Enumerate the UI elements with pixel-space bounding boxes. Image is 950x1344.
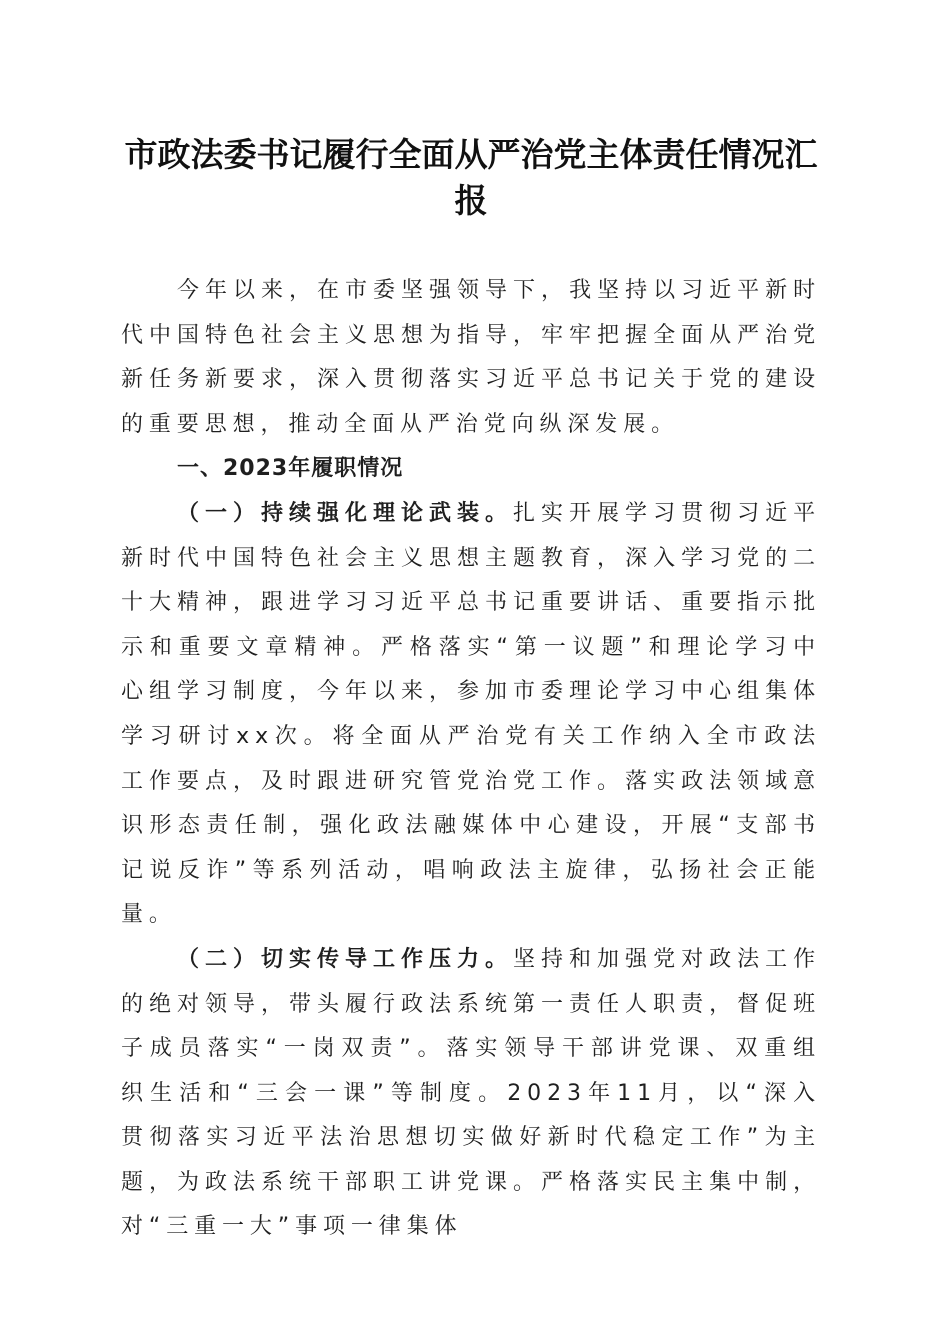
section-heading-1: 一、2023年履职情况 (177, 456, 404, 482)
section-item-2-lead: （二）切实传导工作压力。 (177, 946, 514, 972)
section-item-2-text: 坚持和加强党对政法工作的绝对领导，带头履行政法系统第一责任人职责，督促班子成员落实“一岗双责”。落实领导干部讲党课、双重组织生活和“三会一课”等制度。2023年11月，以“深入贯彻落实习近平法治思想切实做好新时代稳定工作”为主题，为政法系统干部职工讲党课。严格落实民主集中制，对“三重一大”事项一律集体 (121, 946, 821, 1240)
section-item-1-text: 扎实开展学习贯彻习近平新时代中国特色社会主义思想主题教育，深入学习党的二十大精神，跟进学习习近平总书记重要讲话、重要指示批示和重要文章精神。严格落实“第一议题”和理论学习中心组学习制度，今年以来，参加市委理论学习中心组集体学习研讨xx次。将全面从严治党有关工作纳入全市政法工作要点，及时跟进研究管党治党工作。落实政法领域意识形态责任制，强化政法融媒体中心建设，开展“支部书记说反诈”等系列活动，唱响政法主旋律，弘扬社会正能量。 (121, 500, 821, 928)
document-body (121, 269, 821, 1250)
section-item-1-lead: （一）持续强化理论武装。 (177, 500, 514, 526)
section-item-1 (121, 492, 821, 938)
document-page (121, 132, 821, 1250)
section-item-2 (121, 938, 821, 1250)
document-title: 市政法委书记履行全面从严治党主体责任情况汇报 (124, 135, 818, 220)
intro-paragraph: 今年以来，在市委坚强领导下，我坚持以习近平新时代中国特色社会主义思想为指导，牢牢把握全面从严治党新任务新要求，深入贯彻落实习近平总书记关于党的建设的重要思想，推动全面从严治党向纵深发展。 (121, 278, 821, 437)
